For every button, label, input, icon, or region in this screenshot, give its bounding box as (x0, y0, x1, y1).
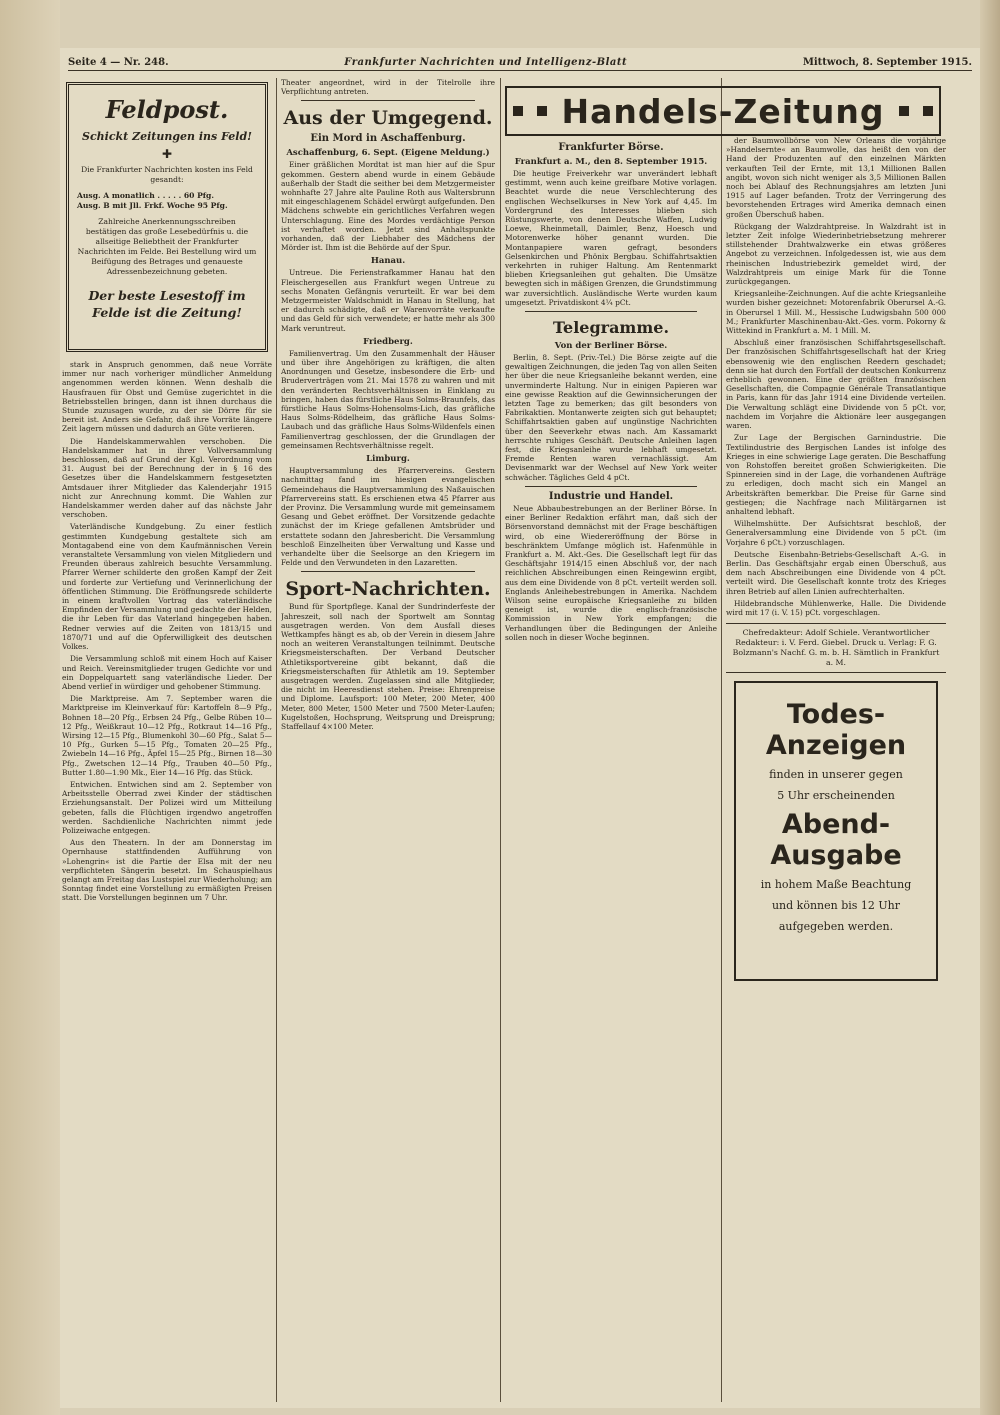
town-heading-limburg: Limburg. (366, 454, 410, 465)
iron-cross-icon: ✚ (161, 147, 173, 161)
ornament-square-icon (537, 106, 547, 116)
todes-line: und können bis 12 Uhr (771, 899, 901, 913)
dateline: Aschaffenburg, 6. Sept. (Eigene Meldung.) (286, 148, 490, 159)
article-hanau: Untreue. Die Ferienstrafkammer Hanau hat den Fleischergesellen aus Frankfurt wegen Untreue zu sechs Monaten Gefängnis verurteilt. Er war bei dem Metzgermeister Waldschmidt in Hanau in Stellung, hat er dadurch schädigte, daß er Warenvorräte verkaufte und das Geld für sich verwendete; er hatte mehr als 300 Mark veruntreut. (281, 268, 495, 333)
article-limburg: Hauptversammlung des Pfarrervereins. Gestern nachmittag fand im hiesigen evangelischen Gemeindehaus die Hauptversammlung des Naßauischen Pfarrervereins statt. Es erschienen etwa 45 Pfarrer aus der Provinz. Die Versammlung wurde mit gemeinsamem Gesang und Gebet eröffnet. Der Vorsitzende gedachte zunächst der im Kriege gefallenen Amtsbrüder und erstattete sodann den Jahresbericht. Die Versammlung beschloß Einzelheiten über Verwaltung und Kasse und verhandelte über die Seelsorge an den Kriegern im Felde und den Verwundeten in den Lazaretten. (281, 466, 495, 568)
page-number: Seite 4 — Nr. 248. (68, 56, 169, 68)
town-heading-friedberg: Friedberg. (363, 336, 413, 347)
headline-boerse: Frankfurter Börse. (558, 142, 664, 153)
section-heading-umgegend: Aus der Umgegend. (283, 107, 493, 130)
subheading-berliner-boerse: Von der Berliner Börse. (554, 341, 668, 352)
article-baumwolle: der Baumwollbörse von New Orleans die vorjährige »Handelsernte« an Baumwolle, das heißt den von der Hand der Produzenten auf den einzelnen Märkten verkauften Teil der Ernte, mit 13,1 Millionen Ballen angibt, wovon sich nicht weniger als 3,5 Millionen Ballen noch bei Ablauf des Rechnungsjahres am letzten Juni 1915 auf Lager befanden. Trotz der Verringerung des bevorstehenden Ertrages wird Amerika demnach einen großen Überschuß haben. (726, 136, 946, 219)
divider (301, 100, 475, 101)
article-garnindustrie: Zur Lage der Bergischen Garnindustrie. Die Textilindustrie des Bergischen Landes ist infolge des Krieges in eine schwierige Lage geraten. Die Beschaffung von Rohstoffen bereitet großen Schwierigkeiten. Die Spinnereien sind in der Lage, die vorhandenen Aufträge zu erledigen, doch macht sich ein Mangel an Arbeitskräften bemerkbar. Die Preise für Garne sind gestiegen; die Nachfrage nach Militärgarnen ist anhaltend lebhaft. (726, 433, 946, 516)
article-muehlenwerke: Hildebrandsche Mühlenwerke, Halle. Die Dividende wird mit 17 (i. V. 15) pCt. vorgeschlagen. (726, 598, 946, 617)
divider (525, 486, 697, 487)
banner-space (726, 78, 946, 136)
column-1 (62, 78, 272, 1402)
feldpost-intro: Die Frankfurter Nachrichten kosten ins Feld gesandt: (81, 165, 253, 184)
divider (525, 311, 697, 312)
todes-line: in hohem Maße Beachtung (760, 878, 912, 892)
article-mord: Einer gräßlichen Mordtat ist man hier auf die Spur gekommen. Gestern abend wurde in einem Gebäude außerhalb der Stadt die seither bei dem Metzgermeister wohnhafte 27 Jahre alte Pauline Roth aus Waltersbrunn mit eingeschlagenem Schädel erwürgt aufgefunden. Den Mädchens schwebte ein gerichtliches Verfahren wegen Unterschlagung. Eine des Mordes verdächtige Person ist verhaftet worden. Jetzt sind Anhaltspunkte vorhanden, daß der Liebhaber des Mädchens der Mörder ist. Ihm ist die Behörde auf der Spur. (281, 160, 495, 253)
section-heading-telegramme: Telegramme. (552, 318, 670, 338)
dateline: Frankfurt a. M., den 8. September 1915. (514, 157, 708, 167)
column-rule (276, 78, 277, 1402)
article-schiffahrt: Abschluß einer französischen Schiffahrtsgesellschaft. Der französischen Schiffahrtsgesellschaft hat der Krieg ebensowenig wie den englischen Reedern geschadet; denn sie hat durch den Fortfall der deutschen Konkurrenz erheblich gewonnen. Eine der größten französischen Gesellschaften, die Compagnie Générale Transatlantique in Paris, kann für das Jahr 1914 eine Dividende verteilen. Die Verwaltung schlägt eine Dividende von 5 pCt. vor, nachdem im Vorjahre die Aktionäre leer ausgegangen waren. (726, 338, 946, 431)
article-kundgebung: Vaterländische Kundgebung. Zu einer festlich gestimmten Kundgebung gestaltete sich am Montagabend eine von dem Kaufmännischen Verein veranstaltete Versammlung von vielen Mitgliedern und Freunden überaus zahlreich besuchte Versammlung. Pfarrer Werner schilderte den großen Kampf der Zeit und forderte zur Vertiefung und Verinnerlichung der öffentlichen Stimmung. Die Eröffnungsrede schilderte in einem kraftvollen Vortrag das vaterländische Empfinden der Versammlung und gedachte der Helden, die ihr Leben für das Vaterland hingegeben haben. Redner verwies auf die Zeiten von 1813/15 und 1870/71 und auf die Opferwilligkeit des deutschen Volkes. (62, 522, 272, 652)
article-entwichen: Entwichen. Entwichen sind am 2. September von Arbeitsstelle Oberrad zwei Kinder der städtischen Erziehungsanstalt. Der Polizei wird um Mitteilung gebeten, falls die Flüchtigen irgendwo angetroffen werden. Sachdienliche Nachrichten nimmt jede Polizeiwache entgegen. (62, 779, 272, 835)
column-4 (726, 78, 946, 1402)
feldpost-title: Feldpost. (105, 95, 229, 124)
feldpost-ad (66, 82, 268, 352)
article-walzdraht: Rückgang der Walzdrahtpreise. In Walzdraht ist in letzter Zeit infolge Wiederinbetriebsetzung mehrerer stillstehender Drahtwalzwerke ein etwas größeres Angebot zu verzeichnen. Infolgedessen ist, wie aus dem rheinischen Industriebezirk gemeldet wird, der Walzdrahtpreis um einige Mark für die Tonne zurückgegangen. (726, 221, 946, 287)
todes-line: finden in unserer gegen (769, 768, 903, 782)
article-industrie: Neue Abbaubestrebungen an der Berliner Börse. In einer Berliner Redaktion erfährt man, daß sich der Börsenvorstand demnächst mit der Frage beschäftigen wird, ob eine Wiedereröffnung der Börse in beschränktem Umfange möglich ist. Hafenmühle in Frankfurt a. M. Akt.-Ges. Die Gesellschaft legt für das Geschäftsjahr 1914/15 einen Abschluß vor, der nach reichlichen Abschreibungen einen Reingewinn ergibt, aus dem eine Dividende von 8 pCt. verteilt werden soll. Englands Anleihebestrebungen in Amerika. Nachdem Wilson seine europäische Kriegsanleihe zu bilden geneigt ist, wurde die englisch-französische Kommission in New York empfangen; die Verhandlungen über die Bedingungen der Anleihe sollen noch in dieser Woche beginnen. (505, 503, 717, 642)
feldpost-text: Zahlreiche Anerkennungsschreiben bestätigen das große Lesebedürfnis u. die allseitige Beliebtheit der Frankfurter Nachrichten im Felde. Bei Bestellung wird um Beifügung des Betrages und genaueste Adressenbezeichnung gebeten. (77, 217, 257, 276)
todes-anzeigen-ad (734, 681, 938, 981)
article-kriegsanleihe: Kriegsanleihe-Zeichnungen. Auf die achte Kriegsanleihe wurden bisher gezeichnet: Motorenfabrik Oberursel A.-G. in Oberursel 1 Mill. M., Hessische Ludwigsbahn 500 000 M.; Frankfurter Maschinenbau-Akt.-Ges. vorm. Pokorny & Wittekind in Frankfurt a. M. 1 Mill. M. (726, 289, 946, 336)
todes-line: aufgegeben werden. (778, 920, 894, 934)
issue-date: Mittwoch, 8. September 1915. (802, 56, 972, 68)
abend-ausgabe-title: Abend-Ausgabe (770, 809, 902, 872)
town-heading-hanau: Hanau. (370, 256, 406, 267)
article-sport: Bund für Sportpflege. Kanal der Sundrinderfeste der Jahreszeit, soll nach der Sportwelt am Sonntag ausgetragen werden. Von dem Ausfall dieses Wettkampfes hängt es ab, ob der Verein in diesem Jahre noch an weiteren Veranstaltungen teilnimmt. Deutsche Kriegsmeisterschaften. Der Verband Deutscher Athletiksportvereine gibt bekannt, daß die Kriegsmeisterschaften für Athletik am 19. September ausgetragen werden. Zugelassen sind alle Mitglieder, die nicht im Heeresdienst stehen. Preise: Ehrenpreise und Diplome. Laufsport: 100 Meter, 200 Meter, 400 Meter, 800 Meter, 1500 Meter und 7500 Meter-Laufen; Kugelstoßen, Hochsprung, Weitsprung und Dreisprung; Staffellauf 4×100 Meter. (281, 602, 495, 731)
ornament-square-icon (513, 106, 523, 116)
article-paragraph: Die Versammlung schloß mit einem Hoch auf Kaiser und Reich. Vereinsmitglieder trugen Gedichte vor und ein Doppelquartett sang vaterländische Lieder. Der Abend verlief in würdiger und gehobener Stimmung. (62, 654, 272, 691)
todes-title: Todes-Anzeigen (765, 699, 907, 762)
imprint: Chefredakteur: Adolf Schiele. Verantwortlicher Redakteur: i. V. Ferd. Giebel. Druck u. Verlag: F. G. Bolzmann's Nachf. G. m. b. H. Sämtlich in Frankfurt a. M. (726, 623, 946, 673)
feldpost-promo: Der beste Lesestoff im Felde ist die Zeitung! (88, 288, 246, 320)
article-boerse: Die heutige Freiverkehr war unverändert lebhaft gestimmt, wenn auch keine greifbare Motive vorlagen. Beachtet wurde die neue Verschlechterung des englischen Wechselkurses in New York auf 4,45. Im Vordergrund des Interesses blieben sich Rüstungswerte, von denen Deutsche Waffen, Ludwig Loewe, Rheinmetall, Daimler, Benz, Hoesch und Motorenwerke höher genannt wurden. Die Montanpapiere waren gefragt, besonders Gelsenkirchen und Phönix Bergbau. Schiffahrtsaktien verkehrten in ruhiger Haltung. Am Rentenmarkt blieben Kriegsanleihen gut gehalten. Die Umsätze bewegten sich in mäßigen Grenzen, die Grundstimmung war zuversichtlich. Ausländische Werte wurden kaum umgesetzt. Privatdiskont 4¼ pCt. (505, 169, 717, 307)
todes-line: 5 Uhr erscheinenden (777, 789, 895, 803)
banner-title: Handels-Zeitung (561, 91, 885, 131)
article-wilhelmshuette: Wilhelmshütte. Der Aufsichtsrat beschloß, der Generalversammlung eine Dividende von 5 pCt. (im Vorjahre 6 pCt.) vorzuschlagen. (726, 519, 946, 547)
article-handelskammer: Die Handelskammerwahlen verschoben. Die Handelskammer hat in ihrer Vollversammlung beschlossen, daß auf Grund der Kgl. Verordnung vom 31. August bei der Berechnung der in § 16 des Gesetzes über die Handelskammern festgesetzten Amtsdauer ihrer Mitglieder das Kalenderjahr 1915 nicht zur Anrechnung kommt. Die Wahlen zur Handelskammer werden daher auf das nächste Jahr verschoben. (62, 436, 272, 520)
article-theater: Aus den Theatern. In der am Donnerstag im Opernhause stattfindenden Aufführung von »Lohengrin« ist die Partie der Elsa mit der neu verpflichteten Sängerin besetzt. Im Schauspielhaus gelangt am Freitag das Lustspiel zur Wiederholung; am Sonntag findet eine Vorstellung zu ermäßigten Preisen statt. Die Vorstellungen beginnen um 7 Uhr. (62, 838, 272, 903)
article-paragraph: stark in Anspruch genommen, daß neue Vorräte immer nur nach vorheriger mündlicher Anmeldung angenommen werden können. Wenn deshalb die Hausfrauen für Obst und Gemüse zugerichtet in die Betriebsstellen bringen, dann ist ihnen durchaus die Stunde zuzusagen wurde, zu der sie Dörre für sie bereit ist. Anders sie Gefahr, daß ihre Vorräte längere Zeit lagern müssen und dadurch an Güte verlieren. (62, 360, 272, 434)
article-marktpreise: Die Marktpreise. Am 7. September waren die Marktpreise im Kleinverkauf für: Kartoffeln 8—9 Pfg., Bohnen 18—20 Pfg., Erbsen 24 Pfg., Gelbe Rüben 10—12 Pfg., Weißkraut 10—12 Pfg., Rotkraut 14—16 Pfg., Wirsing 12—15 Pfg., Blumenkohl 30—60 Pfg., Salat 5—10 Pfg., Gurken 5—15 Pfg., Tomaten 20—25 Pfg., Zwiebeln 14—16 Pfg., Äpfel 15—25 Pfg., Birnen 18—30 Pfg., Zwetschen 12—14 Pfg., Trauben 40—50 Pfg., Butter 1.80—1.90 Mk., Eier 14—16 Pfg. das Stück. (62, 694, 272, 777)
newspaper-title: Frankfurter Nachrichten und Intelligenz-Blatt (344, 56, 628, 68)
section-heading-sport: Sport-Nachrichten. (285, 578, 491, 601)
headline-mord: Ein Mord in Aschaffenburg. (310, 133, 466, 145)
column-2 (281, 78, 495, 1402)
newspaper-page (60, 48, 980, 1408)
article-eisenbahn: Deutsche Eisenbahn-Betriebs-Gesellschaft A.-G. in Berlin. Das Geschäftsjahr ergab einen Überschuß, aus dem nach Abschreibungen eine Dividende von 4 pCt. verteilt wird. Die Gesellschaft konnte trotz des Krieges ihren Betrieb auf allen Linien aufrechterhalten. (726, 549, 946, 596)
article-friedberg: Familienvertrag. Um den Zusammenhalt der Häuser und über ihre Angehörigen zu kräftigen, die alten Anordnungen und Gesetze, insbesondere die Erb- und Bruderverträgen vom 21. Mai 1578 zu wahren und mit den veränderten Rechtsverhältnissen in Einklang zu bringen, haben das fürstliche Haus Solms-Braunfels, das fürstliche Haus Solms-Hohensolms-Lich, das gräfliche Haus Solms-Rödelheim, das gräfliche Haus Solms-Laubach und das gräfliche Haus Solms-Wildenfels einen Familienvertrag geschlossen, der die Grundlagen der gemeinsamen Rechtsverhältnisse regelt. (281, 348, 495, 450)
column-rule (500, 78, 501, 1402)
column-rule (721, 78, 722, 1402)
headline-industrie: Industrie und Handel. (548, 490, 674, 502)
feldpost-subtitle: Schickt Zeitungen ins Feld! (82, 130, 252, 143)
article-telegramme: Berlin, 8. Sept. (Priv.-Tel.) Die Börse zeigte auf die gewaltigen Zeichnungen, die jeden Tag von allen Seiten her über die neue Kriegsanleihe bekannt werden, eine unverminderte Haltung. Nur in einigen Papieren war eine gewisse Reaktion auf die Gewinnsicherungen der letzten Tage zu bemerken; das gilt besonders von Fabrikaktien. Montanwerte zeigten sich gut behauptet; Schiffahrtsaktien gaben auf ungünstige Nachrichten über den Seeverkehr etwas nach. Am Kassamarkt herrschte ruhiges Geschäft. Deutsche Anleihen lagen fest, die Kriegsanleihe wurde lebhaft umgesetzt. Fremde Renten waren vernachlässigt. Am Devisenmarkt war der Wechsel auf New York weiter schwächer. Tägliches Geld 4 pCt. (505, 353, 717, 482)
divider (301, 571, 475, 572)
article-continuation: Theater angeordnet, wird in der Titelrolle ihre Verpflichtung antreten. (281, 78, 495, 97)
page-edge (980, 0, 1000, 1415)
page-binding (0, 0, 60, 1415)
feldpost-prices (77, 191, 257, 211)
running-header (68, 54, 972, 71)
price-a: Ausg. A monatlich . . . . . 60 Pfg. (77, 191, 215, 200)
price-b: Ausg. B mit Jll. Frkf. Woche 95 Pfg. (77, 201, 228, 210)
